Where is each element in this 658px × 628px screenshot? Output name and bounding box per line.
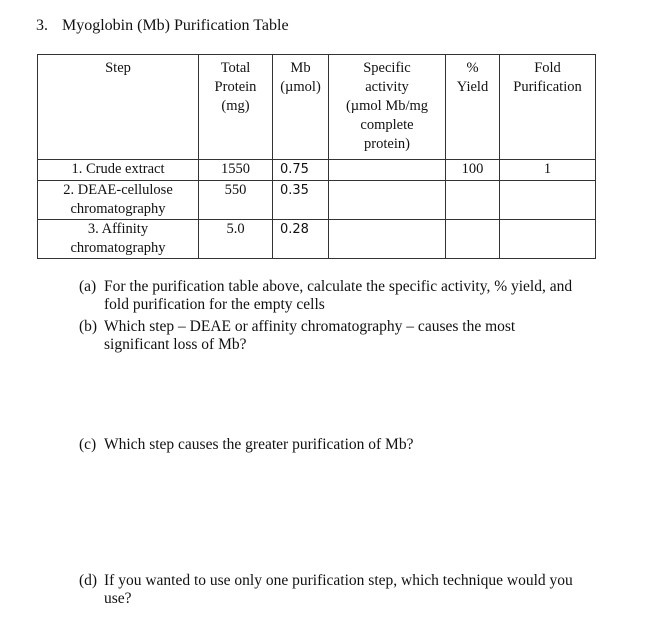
question-text: Which step – DEAE or affinity chromatography – causes the most significant loss of Mb? <box>104 318 516 353</box>
header-total-protein: Total Protein (mg) <box>199 55 273 160</box>
problem-title: Myoglobin (Mb) Purification Table <box>62 17 289 34</box>
question-text: For the purification table above, calculate the specific activity, % yield, and fold purification for the empty cells <box>104 278 573 313</box>
total-protein-cell: 5.0 <box>199 220 273 259</box>
fold-purification-cell <box>500 220 596 259</box>
specific-activity-cell <box>329 181 446 220</box>
question-label: (a) <box>79 278 97 295</box>
total-protein-cell: 550 <box>199 181 273 220</box>
table-header-row <box>38 55 596 160</box>
fold-purification-cell <box>500 181 596 220</box>
question-label: (b) <box>79 318 98 335</box>
header-yield: % Yield <box>446 55 500 160</box>
yield-cell: 100 <box>446 160 500 181</box>
specific-activity-cell <box>329 160 446 181</box>
header-specific-activity: Specific activity (µmol Mb/mg complete protein) <box>329 55 446 160</box>
header-fold-purification: Fold Purification <box>500 55 596 160</box>
table-row <box>38 220 596 259</box>
table-row <box>38 160 596 181</box>
problem-heading <box>36 17 289 35</box>
specific-activity-cell <box>329 220 446 259</box>
question-label: (c) <box>79 436 97 453</box>
step-cell: 1. Crude extract <box>38 160 199 181</box>
header-mb: Mb (µmol) <box>273 55 329 160</box>
step-cell: 2. DEAE-cellulose chromatography <box>38 181 199 220</box>
question-label: (d) <box>79 572 98 589</box>
yield-cell <box>446 220 500 259</box>
yield-cell <box>446 181 500 220</box>
table-row <box>38 181 596 220</box>
header-step: Step <box>38 55 199 160</box>
purification-table <box>37 54 596 259</box>
problem-number: 3. <box>36 17 48 34</box>
mb-cell: 0.75 <box>273 160 329 181</box>
total-protein-cell: 1550 <box>199 160 273 181</box>
question-text: Which step causes the greater purification of Mb? <box>104 436 414 453</box>
step-cell: 3. Affinity chromatography <box>38 220 199 259</box>
fold-purification-cell: 1 <box>500 160 596 181</box>
mb-cell: 0.35 <box>273 181 329 220</box>
question-text: If you wanted to use only one purification step, which technique would you use? <box>104 572 573 607</box>
mb-cell: 0.28 <box>273 220 329 259</box>
